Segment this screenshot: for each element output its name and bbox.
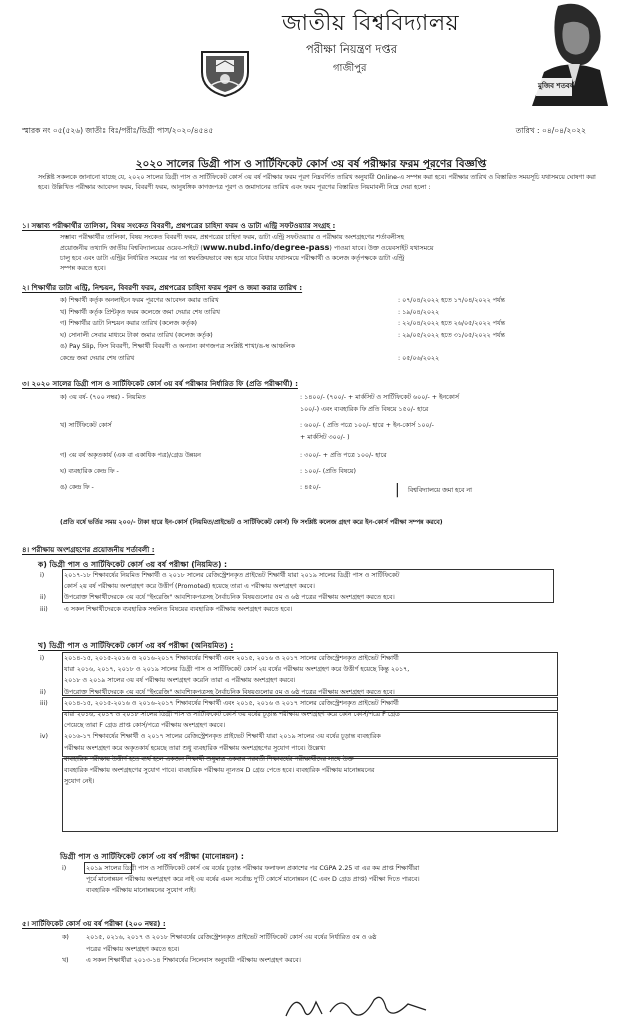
memo-number: স্মারক নং ০৫(৫২৬) জাতীঃ বিঃ/পরীঃ/ডিগ্রী পাস/২০২০/৪৫৪৫ — [22, 126, 214, 135]
section-1-line: প্রয়োজনীয় তথ্যাদি জাতীয় বিশ্ববিদ্যালয়ের ওয়েব-সাইটে (www.nubd.info/degree-pass) পাওয়া যাবে। উক্ত ওয়েবসাইট যথাসময়ে — [60, 243, 434, 252]
notice-date: তারিখ : ০৪/০৪/২০২২ — [515, 126, 586, 135]
irregular-item-number: i) — [40, 655, 45, 662]
schedule-row-label: গ) শিক্ষার্থীর ডাটা নিশ্চয়ন করার তারিখ (কলেজ কর্তৃক) — [60, 320, 197, 328]
university-logo-icon — [196, 46, 254, 98]
regular-item-text: ২০১৭-১৮ শিক্ষাবর্ষের নিয়মিত শিক্ষার্থী ও ২০১৮ সালের রেজিস্ট্রেশনকৃত প্রাইভেট শিক্ষার্থী যারা ২০১৯ সালের ডিগ্রী পাস ও সার্টিফিকেট — [64, 572, 400, 579]
schedule-row-label: ঘ) সোনালী সেবার মাধ্যমে টাকা জমার তারিখ (কলেজ কর্তৃক) — [60, 331, 213, 339]
irregular-item-text: সুযোগ নেই। — [64, 778, 95, 786]
irregular-item-text: ব্যবহারিক পরীক্ষায় অংশগ্রহণের সুযোগ পাবে। ব্যবহারিক পরীক্ষায় ন্যূনতম D গ্রেড পেতে হবে। ব্যবহারিক পরীক্ষায় মানোন্নয়নের — [64, 767, 375, 774]
irregular-item-text: উপরোক্ত শিক্ষার্থীদেরকে ৩য় বর্ষে "ইংরেজি" আবশ্যিকপত্রসহ নৈর্বাচনিক বিষয়গুলোর ৫ম ও ৬ষ্ঠ পত্রের পরীক্ষায় অংশগ্রহণ করতে হবে। — [64, 688, 395, 696]
certificate-item-number: খ) — [62, 957, 69, 964]
regular-item-number: ii) — [40, 594, 46, 602]
irregular-item-text: ২০১৪-১৫, ২০১৫-২০১৬ ও ২০১৬-২০১৭ শিক্ষাবর্ষের শিক্ষার্থী এবং ২০১৫, ২০১৬ ও ২০১৭ সালের রেজিস্ট্রেশনকৃত প্রাইভেট শিক্ষার্থী — [64, 655, 399, 662]
improvement-item-number: i) — [62, 865, 67, 872]
schedule-row-label: খ) শিক্ষার্থী কর্তৃক প্রিন্টকৃত ফরম কলেজে জমা দেয়ার শেষ তারিখ — [60, 308, 220, 316]
brace: | — [395, 482, 400, 498]
irregular-item-text: ব্যবহারিক পরীক্ষায় উত্তীর্ণ হতে ব্যর্থ হলে একজন শিক্ষার্থী শুধুমাত্র একবার পরবর্তী শিক্ষাবর্ষের পরীক্ষার্থীদের সাথে উক্ত — [64, 755, 354, 763]
fee-row-label: খ) সার্টিফিকেট কোর্স — [60, 422, 112, 429]
schedule-row-date: : ০৭/০৪/২০২২ হতে ১৭/০৪/২০২২ পর্যন্ত — [398, 297, 505, 304]
certificate-item-text: পত্রের পরীক্ষায় অংশগ্রহণ করতে হবে। — [86, 945, 180, 953]
fee-row-label: ক) ৩য় বর্ষ- (৭০০ নম্বর) - নিয়মিত — [60, 394, 146, 401]
fee-row-label: ঙ) কেন্দ্র ফি - — [60, 484, 94, 491]
portrait-caption: মুজিব শতবর্ষ — [538, 82, 574, 90]
section-1-line: সম্ভাব্য পরীক্ষার্থীর তালিকা, বিষয় সংকেত বিবরণী ফরম, প্রশ্নপত্রের চাহিদা ফরম, ডাটা এন্ট্রি সফটওয়্যার ও পরীক্ষায় অংশগ্রহণের শর্তাবলীসহ — [60, 234, 404, 241]
intro-paragraph: সংশ্লিষ্ট সকলকে জানানো যাচ্ছে যে, ২০২০ সালের ডিগ্রী পাস ও সার্টিফিকেট কোর্স ৩য় বর্ষ পরীক্ষার ফরম পূরণ নিম্নবর্ণিত তারিখ অনুযায়ী Online-এ সম্পন্ন করা হবে। পরীক্ষার তারিখ ও বিস্তারিত সময়সূচি যথাসময়ে ঘোষণা করা হবে। উল্লিখিত পরীক্ষার আবেদন ফরম, বিবরণী ফরম, আনুষঙ্গিক কাগজপত্র পূরণ ও জমাদানের তারিখ এবং ফরম পূরণের বিস্তারিত নিয়মাবলী নিম্নে দেয়া হলো : — [38, 174, 596, 191]
section-1-heading: ১। সম্ভাব্য পরীক্ষার্থীর তালিকা, বিষয় সংকেত বিবরণী, প্রশ্নপত্রের চাহিদা ফরম ও ডাটা এন্ট্রি সফটওয়্যার সংগ্রহ : — [22, 221, 336, 230]
irregular-item-text: যারা ২০১৬, ২০১৭ ও ২০১৮ সালের ডিগ্রী পাস ও সার্টিফিকেট কোর্স ৩য় বর্ষের চূড়ান্ত পরীক্ষায় অংশগ্রহণ করে কোন কোর্স/পত্রে F গ্রেড — [64, 711, 400, 718]
regular-item-text: কোর্স ২য় বর্ষ পরীক্ষায় অংশগ্রহণ করে উত্তীর্ণ (Promoted) হয়েছে তারা এ পরীক্ষায় অংশগ্রহণ করবে। — [64, 583, 315, 591]
schedule-row-date: : ২২/০৪/২০২২ হতে ২৬/০৫/২০২২ পর্যন্ত — [398, 320, 505, 328]
regular-item-number: iii) — [40, 605, 48, 613]
schedule-row-label: কেন্দ্রে জমা দেয়ার শেষ তারিখ — [60, 355, 135, 362]
section-4c-heading: ডিগ্রী পাস ও সার্টিফিকেট কোর্স ৩য় বর্ষ পরীক্ষা (মানোন্নয়ন) : — [60, 852, 244, 861]
fee-row-label: গ) ৩য় বর্ষ অকৃতকার্য (এক বা একাধিক পত্র)/গ্রেড উন্নয়ন — [60, 452, 201, 459]
irregular-item-text: যারা ২০১৬, ২০১৭, ২০১৮ ও ২০১৯ সালের ডিগ্রী পাস ও সার্টিফিকেট কোর্স ২য় বর্ষের পরীক্ষায় অংশগ্রহণ করে উত্তীর্ণ হয়েছে কিন্তু ২০১৭, — [64, 666, 410, 674]
notice-title: ২০২০ সালের ডিগ্রী পাস ও সার্টিফিকেট কোর্স ৩য় বর্ষ পরীক্ষার ফরম পূরণের বিজ্ঞপ্তি — [135, 158, 487, 170]
brace-note: বিশ্ববিদ্যালয়ে জমা হবে না — [408, 487, 472, 494]
section-1-line: সম্পন্ন করতে হবে। — [60, 265, 106, 272]
section-1-line: চালু হবে এবং ডাটা এন্ট্রির নির্ধারিত সময়ের পর তা স্বয়ংক্রিয়ভাবে বন্ধ হয়ে যাবে বিধায় যথাসময়ে পরীক্ষার্থী ও কলেজ কর্তৃপক্ষকে ডাটা এন্ট্রি — [60, 255, 405, 262]
schedule-row-date: : ২৯/০৫/২০২২ হতে ৩১/০৫/২০২২ পর্যন্ত — [398, 331, 505, 339]
fee-row-value: : ১৪০০/- (৭০০/- + মার্কসিট ও সার্টিফিকেট ৬০০/- + ইনকোর্স — [300, 394, 459, 401]
section-2-heading: ২। শিক্ষার্থীর ডাটা এন্ট্রি, নিশ্চয়ন, বিবরণী ফরম, প্রশ্নপত্রের চাহিদা ফরম পূরণ ও জমা করার তারিখ : — [22, 283, 303, 292]
improvement-item-text: ব্যবহারিক পরীক্ষায় মানোন্নয়নের সুযোগ নাই। — [86, 887, 196, 895]
regular-item-text: এ সকল শিক্ষার্থীদেরকে ব্যবহারিক সম্বলিত বিষয়ের ব্যবহারিক পরীক্ষায় অংশগ্রহণ করতে হবে। — [64, 605, 293, 613]
irregular-item-number: ii) — [40, 688, 46, 696]
fee-row-value: : ৩০০/- + প্রতি পত্রে ১০০/- হারে — [300, 452, 387, 459]
irregular-item-text: ২০১৪-১৫, ২০১৫-২০১৬ ও ২০১৬-২০১৭ শিক্ষাবর্ষের শিক্ষার্থী এবং ২০১৫, ২০১৬ ও ২০১৭ সালের রেজিস্ট্রেশনকৃত প্রাইভেট শিক্ষার্থী — [64, 699, 399, 707]
irregular-item-text: ২০১৮ ও ২০১৯ সালের ৩য় বর্ষ পরীক্ষায় অংশগ্রহণ করেনি তারা এ পরীক্ষায় অংশগ্রহণ করবে। — [64, 677, 296, 685]
city-name: গাজীপুর — [333, 63, 367, 74]
section-3-heading: ৩। ২০২০ সালের ডিগ্রী পাস ও সার্টিফিকেট কোর্স ৩য় বর্ষ পরীক্ষার নির্ধারিত ফি (প্রতি পরীক্ষার্থী) : — [22, 379, 298, 388]
certificate-item-text: ২০১৫, ০২১৬, ২০১৭ ও ২০১৮ শিক্ষাবর্ষের রেজিস্ট্রেশনকৃত প্রাইভেট সার্টিফিকেট কোর্স ৩য় বর্ষের নির্ধারিত ৫ম ও ৬ষ্ঠ — [86, 934, 377, 941]
fee-row-value: ১০০/-) এবং ব্যবহারিক ফি প্রতি বিষয়ে ১৫০/- হারে — [300, 406, 429, 413]
improvement-item-text: পূর্বে মানোন্নয়ন পরীক্ষায় অংশগ্রহণ করে নাই ৩য় বর্ষের এমন সর্বোচ্চ দু'টি কোর্সে মানোন্নয়ন (C এবং D গ্রেড প্রাপ্ত) পরীক্ষা দিতে পারবে। — [86, 876, 420, 884]
regular-item-text: উপরোক্ত শিক্ষার্থীদেরকে ৩য় বর্ষে "ইংরেজি" আবশ্যিকপত্রসহ নৈর্বাচনিক বিষয়গুলোর ৫ম ও ৬ষ্ঠ পত্রের পরীক্ষায় অংশগ্রহণ করতে হবে। — [64, 594, 395, 602]
fee-row-value: + মার্কসিট ৩০০/- ) — [300, 434, 350, 441]
office-name: পরীক্ষা নিয়ন্ত্রণ দপ্তর — [306, 42, 398, 56]
schedule-row-date: : ১৯/০৪/২০২২ — [398, 308, 440, 316]
schedule-row-date: : ০৫/০৬/২০২২ — [398, 355, 440, 362]
university-name: জাতীয় বিশ্ববিদ্যালয় — [282, 11, 460, 36]
fee-row-value: : ৪৫০/- — [300, 484, 321, 491]
irregular-item-text: ২০১৬-১৭ শিক্ষাবর্ষের শিক্ষার্থী ও ২০১৭ সালের রেজিস্ট্রেশনকৃত প্রাইভেট শিক্ষার্থী যারা ২০১৯ সালের ৩য় বর্ষের চূড়ান্ত ব্যবহারিক — [64, 733, 381, 741]
improvement-item-text: ২০১৯ সালের ডিগ্রী পাস ও সার্টিফিকেট কোর্স ৩য় বর্ষের চূড়ান্ত পরীক্ষার ফলাফল প্রকাশের পর CGPA 2.25 বা এর কম প্রাপ্ত শিক্ষার্থীরা — [86, 865, 420, 872]
fee-note: (প্রতি বর্ষে ভর্তির সময় ২০০/- টাকা হারে ইন-কোর্স (নিয়মিত/প্রাইভেট ও সার্টিফিকেট কোর্স) ফি সংশ্লিষ্ট কলেজ গ্রহণ করে ইন-কোর্স পরীক্ষা সম্পন্ন করবে) — [60, 519, 443, 526]
section-4-heading: ৪। পরীক্ষায় অংশগ্রহণের প্রয়োজনীয় শর্তাবলী : — [22, 545, 155, 554]
section-5-heading: ৫। সার্টিফিকেট কোর্স ৩য় বর্ষ পরীক্ষা (২০০ নম্বর) : — [22, 919, 166, 928]
section-4a-heading: ক) ডিগ্রী পাস ও সার্টিফিকেট কোর্স ৩য় বর্ষ পরীক্ষা (নিয়মিত) : — [38, 560, 228, 569]
fee-row-value: : ৬০০/- ( প্রতি পত্রে ১০০/- হারে + ইন-কোর্স ১০০/- — [300, 422, 434, 429]
fee-row-value: : ১০০/- (প্রতি বিষয়ে) — [300, 468, 356, 475]
irregular-item-text: পেয়েছে তারা F গ্রেড প্রাপ্ত কোর্স/পত্রে পরীক্ষায় অংশগ্রহণ করবে। — [64, 722, 226, 730]
section-4b-heading: খ) ডিগ্রী পাস ও সার্টিফিকেট কোর্স ৩য় বর্ষ পরীক্ষা (অনিয়মিত) : — [38, 641, 234, 650]
schedule-row-label: ঙ) Pay Slip, ফিস বিবরণী, শিক্ষার্থী বিবরণী ও অন্যান্য কাগজপত্র সংশ্লিষ্ট শাখা/ঙ-ম্ব আঞ্চলিক — [60, 343, 295, 351]
regular-item-number: i) — [40, 572, 45, 579]
website-link[interactable]: www.nubd.info/degree-pass — [202, 243, 330, 252]
certificate-item-text: এ সকল শিক্ষার্থীরা ২০১৩-১৪ শিক্ষাবর্ষের সিলেবাস অনুযায়ী পরীক্ষায় অংশগ্রহণ করবে। — [86, 957, 301, 964]
irregular-item-text: পরীক্ষায় অংশগ্রহণ করে অকৃতকার্য হয়েছে তারা শুধু ব্যবহারিক পরীক্ষায় অংশগ্রহণের সুযোগ পাবে। উল্লেখ্য — [64, 744, 326, 752]
signature-icon — [282, 988, 432, 1024]
fee-row-label: ঘ) ব্যবহারিক কেন্দ্র ফি - — [60, 468, 119, 475]
irregular-item-number: iv) — [40, 733, 48, 741]
certificate-item-number: ক) — [62, 934, 69, 941]
schedule-row-label: ক) শিক্ষার্থী কর্তৃক অনলাইনে ফরম পূরণের আবেদন করার তারিখ — [60, 297, 219, 304]
irregular-item-number: iii) — [40, 699, 48, 707]
